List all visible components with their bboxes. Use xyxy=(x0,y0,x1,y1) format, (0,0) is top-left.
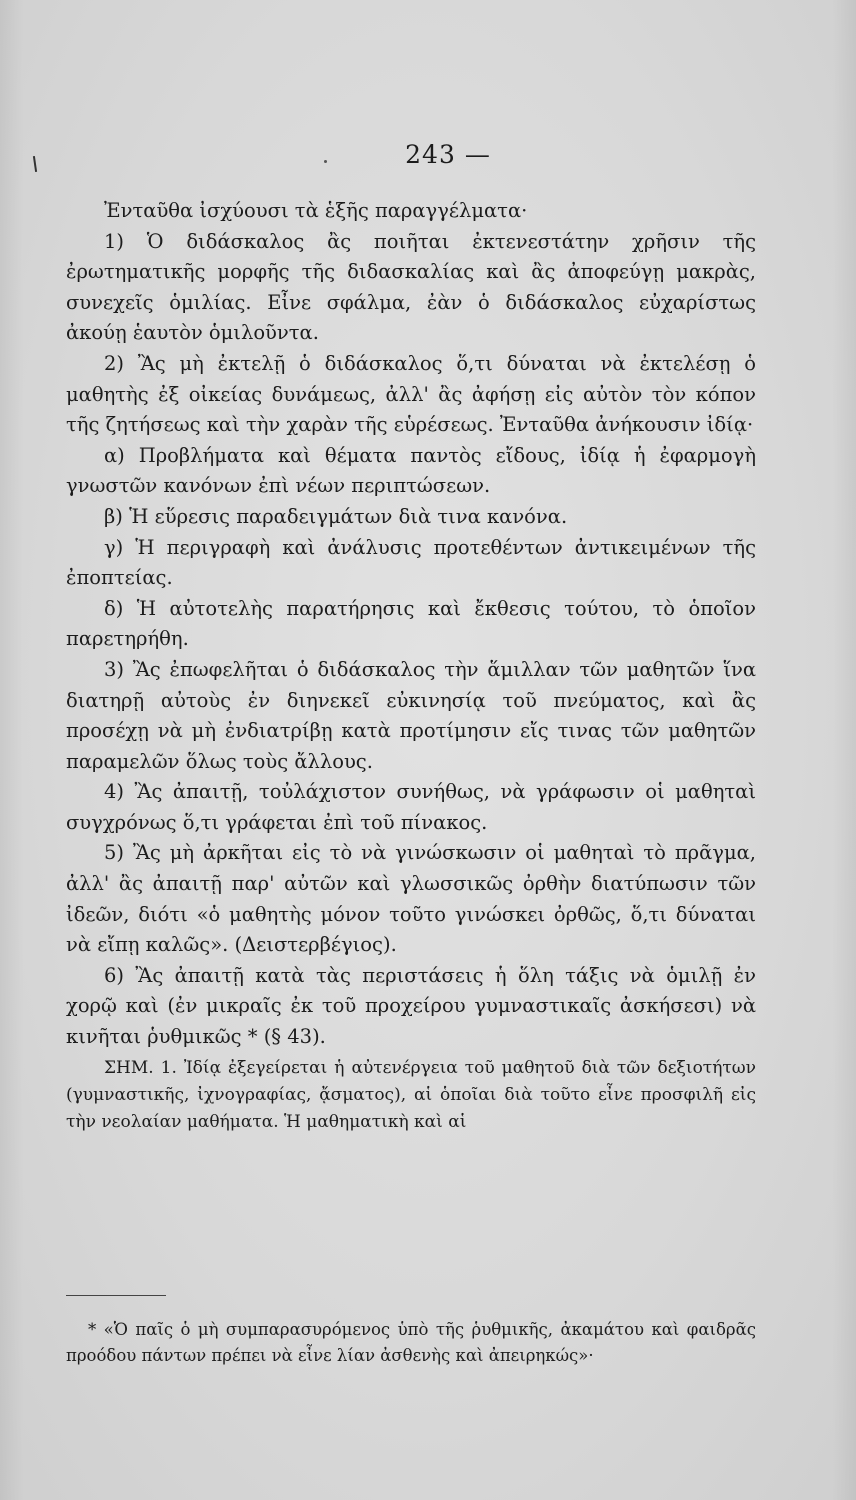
page-edge-shadow-right xyxy=(832,0,856,1500)
rule-5-paragraph: 5) Ἂς μὴ ἀρκῆται εἰς τὸ νὰ γινώσκωσιν οἱ μαθηταὶ τὸ πρᾶγμα, ἀλλ' ἂς ἀπαιτῇ παρ' αὐτῶν καὶ γλωσσικῶς ὀρθὴν διατύπωσιν τῶν ἰδεῶν, διότι «ὁ μαθητὴς μόνον τοῦτο γινώσκει ὀρθῶς, ὅ,τι δύναται νὰ εἴπῃ καλῶς». (Δειστερβέγιος). xyxy=(66,841,756,957)
footnote-text: * «Ὁ παῖς ὁ μὴ συμπαρασυρόμενος ὑπὸ τῆς ῥυθμικῆς, ἀκαμάτου καὶ φαιδρᾶς προόδου πάντων πρέπει νὰ εἶνε λίαν ἀσθενὴς καὶ ἀπειρηκώς»· xyxy=(66,1320,756,1365)
rule-2a-paragraph: α) Προβλήματα καὶ θέματα παντὸς εἴδους, ἰδίᾳ ἡ ἐφαρμογὴ γνωστῶν κανόνων ἐπὶ νέων περιπτώσεων. xyxy=(66,443,756,498)
intro-paragraph: Ἐνταῦθα ἰσχύουσι τὰ ἑξῆς παραγγέλματα· xyxy=(104,199,528,222)
note-1-paragraph: ΣΗΜ. 1. Ἰδίᾳ ἐξεγείρεται ἡ αὐτενέργεια τοῦ μαθητοῦ διὰ τῶν δεξιοτήτων (γυμναστικῆς, ἰχνογραφίας, ᾄσματος), αἱ ὁποῖαι διὰ τοῦτο εἶνε προσφιλῆ εἰς τὴν νεολαίαν μαθήματα. Ἡ μαθηματικὴ καὶ αἱ xyxy=(66,1057,756,1132)
rule-2-paragraph: 2) Ἂς μὴ ἐκτελῇ ὁ διδάσκαλος ὅ,τι δύναται νὰ ἐκτελέσῃ ὁ μαθητὴς ἐξ οἰκείας δυνάμεως, ἀλλ' ἂς ἀφήσῃ εἰς αὐτὸν τὸν κόπον τῆς ζητήσεως καὶ τὴν χαρὰν τῆς εὑρέσεως. Ἐνταῦθα ἀνήκουσιν ἰδίᾳ· xyxy=(66,351,756,437)
rule-1-paragraph: 1) Ὁ διδάσκαλος ἂς ποιῆται ἐκτενεστάτην χρῆσιν τῆς ἐρωτηματικῆς μορφῆς τῆς διδασκαλίας καὶ ἂς ἀποφεύγῃ μακρὰς, συνεχεῖς ὁμιλίας. Εἶνε σφάλμα, ἐὰν ὁ διδάσκαλος εὐχαρίστως ἀκούῃ ἑαυτὸν ὁμιλοῦντα. xyxy=(66,229,756,345)
rule-2b-paragraph: β) Ἡ εὕρεσις παραδειγμάτων διὰ τινα κανόνα. xyxy=(104,504,568,528)
rule-2c-paragraph: γ) Ἡ περιγραφὴ καὶ ἀνάλυσις προτεθέντων ἀντικειμένων τῆς ἐποπτείας. xyxy=(66,535,756,590)
footnote xyxy=(66,1317,756,1369)
main-text xyxy=(66,196,756,1136)
page-number: 243 — xyxy=(405,140,491,169)
rule-4-paragraph: 4) Ἂς ἀπαιτῇ, τοὐλάχιστον συνήθως, νὰ γράφωσιν οἱ μαθηταὶ συγχρόνως ὅ,τι γράφεται ἐπὶ τοῦ πίνακος. xyxy=(66,780,756,834)
rule-2d-paragraph: δ) Ἡ αὐτοτελὴς παρατήρησις καὶ ἔκθεσις τούτου, τὸ ὁποῖον παρετηρήθη. xyxy=(66,596,756,651)
page-edge-shadow-left xyxy=(0,0,24,1500)
rule-3-paragraph: 3) Ἂς ἐπωφελῆται ὁ διδάσκαλος τὴν ἅμιλλαν τῶν μαθητῶν ἵνα διατηρῇ αὐτοὺς ἐν διηνεκεῖ εὐκινησίᾳ τοῦ πνεύματος, καὶ ἂς προσέχῃ νὰ μὴ ἐνδιατρίβῃ κατὰ προτίμησιν εἴς τινας τῶν μαθητῶν παραμελῶν ὅλως τοὺς ἄλλους. xyxy=(66,657,756,773)
page-header xyxy=(0,140,856,169)
rule-6-paragraph: 6) Ἂς ἀπαιτῇ κατὰ τὰς περιστάσεις ἡ ὅλη τάξις νὰ ὁμιλῇ ἐν χορῷ καὶ (ἐν μικραῖς ἐκ τοῦ προχείρου γυμναστικαῖς ἀσκήσεσι) νὰ κινῆται ῥυθμικῶς * (§ 43). xyxy=(66,963,756,1049)
footnote-divider xyxy=(66,1295,166,1296)
